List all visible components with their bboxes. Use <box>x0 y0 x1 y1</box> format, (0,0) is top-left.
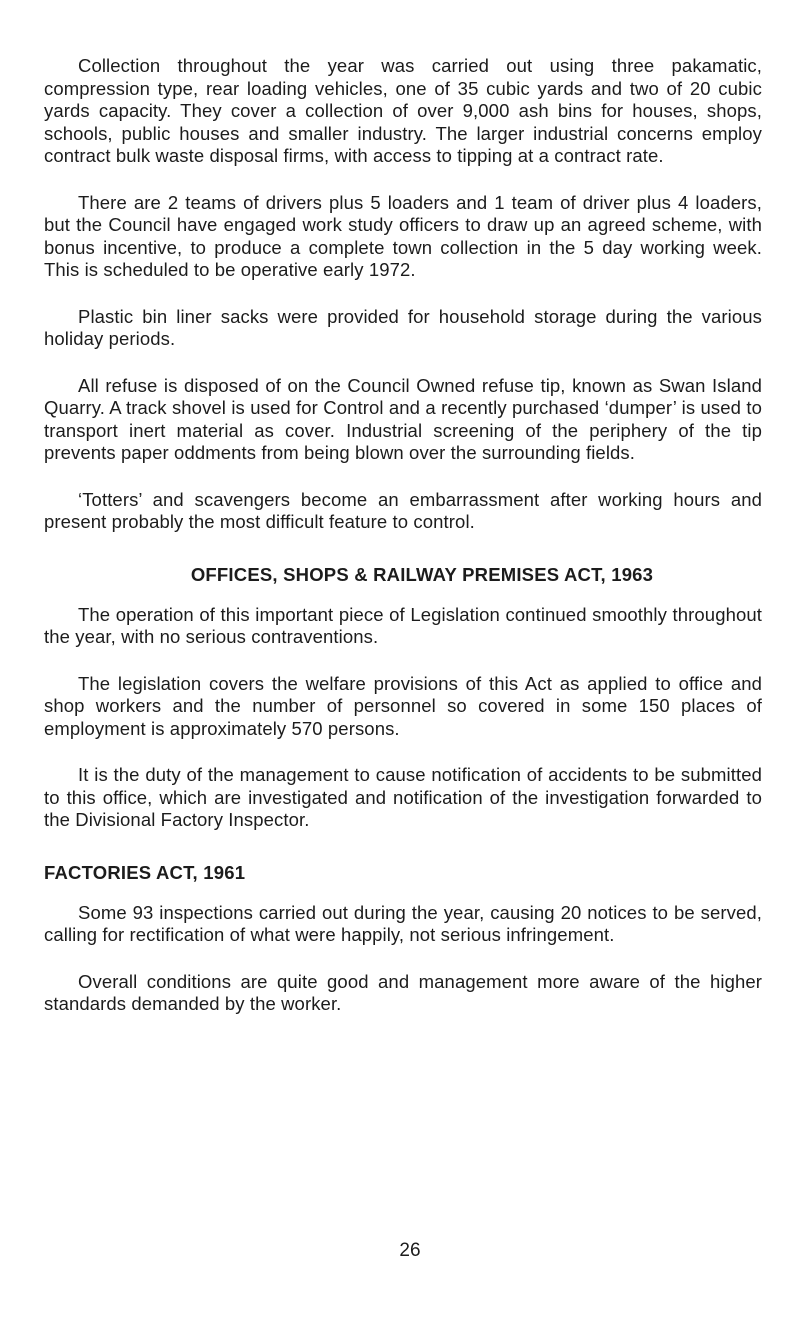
paragraph-totters: ‘Totters’ and scavengers become an embarrassment after working hours and present probably the most difficult feature to control. <box>44 488 762 532</box>
paragraph-factories-conditions: Overall conditions are quite good and management more aware of the higher standards demanded by the worker. <box>44 970 762 1014</box>
paragraph-refuse-tip: All refuse is disposed of on the Council Owned refuse tip, known as Swan Island Quarry. A track shovel is used for Control and a recently purchased ‘dumper’ is used to transport inert material as cover. Industrial screening of the periphery of the tip prevents paper oddments from being blown over the surrounding fields. <box>44 374 762 463</box>
heading-offices-shops-act: OFFICES, SHOPS & RAILWAY PREMISES ACT, 1963 <box>190 563 654 585</box>
heading-factories-act: FACTORIES ACT, 1961 <box>44 861 246 883</box>
paragraph-refuse-teams: There are 2 teams of drivers plus 5 loaders and 1 team of driver plus 4 loaders, but the Council have engaged work study officers to draw up an agreed scheme, with bonus incentive, to produce a complete town collection in the 5 day working week. This is scheduled to be operative early 1972. <box>44 191 762 280</box>
text-column <box>44 55 762 1040</box>
paragraph-bin-liners: Plastic bin liner sacks were provided for household storage during the various holiday periods. <box>44 305 762 349</box>
paragraph-offices-accidents: It is the duty of the management to cause notification of accidents to be submitted to this office, which are investigated and notification of the investigation forwarded to the Divisional Factory Inspector. <box>44 764 762 830</box>
page-number: 26 <box>399 1240 421 1261</box>
paragraph-offices-legislation: The legislation covers the welfare provisions of this Act as applied to office and shop workers and the number of personnel so covered in some 150 places of employment is approximately 570 persons. <box>44 672 762 739</box>
paragraph-factories-inspections: Some 93 inspections carried out during the year, causing 20 notices to be served, calling for rectification of what were happily, not serious infringement. <box>44 901 762 945</box>
paragraph-refuse-collection: Collection throughout the year was carried out using three pakamatic, compression type, rear loading vehicles, one of 35 cubic yards and two of 20 cubic yards capacity. They cover a collection of over 9,000 ash bins for houses, shops, schools, public houses and smaller industry. The larger industrial concerns employ contract bulk waste disposal firms, with access to tipping at a contract rate. <box>44 55 762 166</box>
paragraph-offices-operation: The operation of this important piece of Legislation continued smoothly throughout the year, with no serious contraventions. <box>44 603 762 647</box>
